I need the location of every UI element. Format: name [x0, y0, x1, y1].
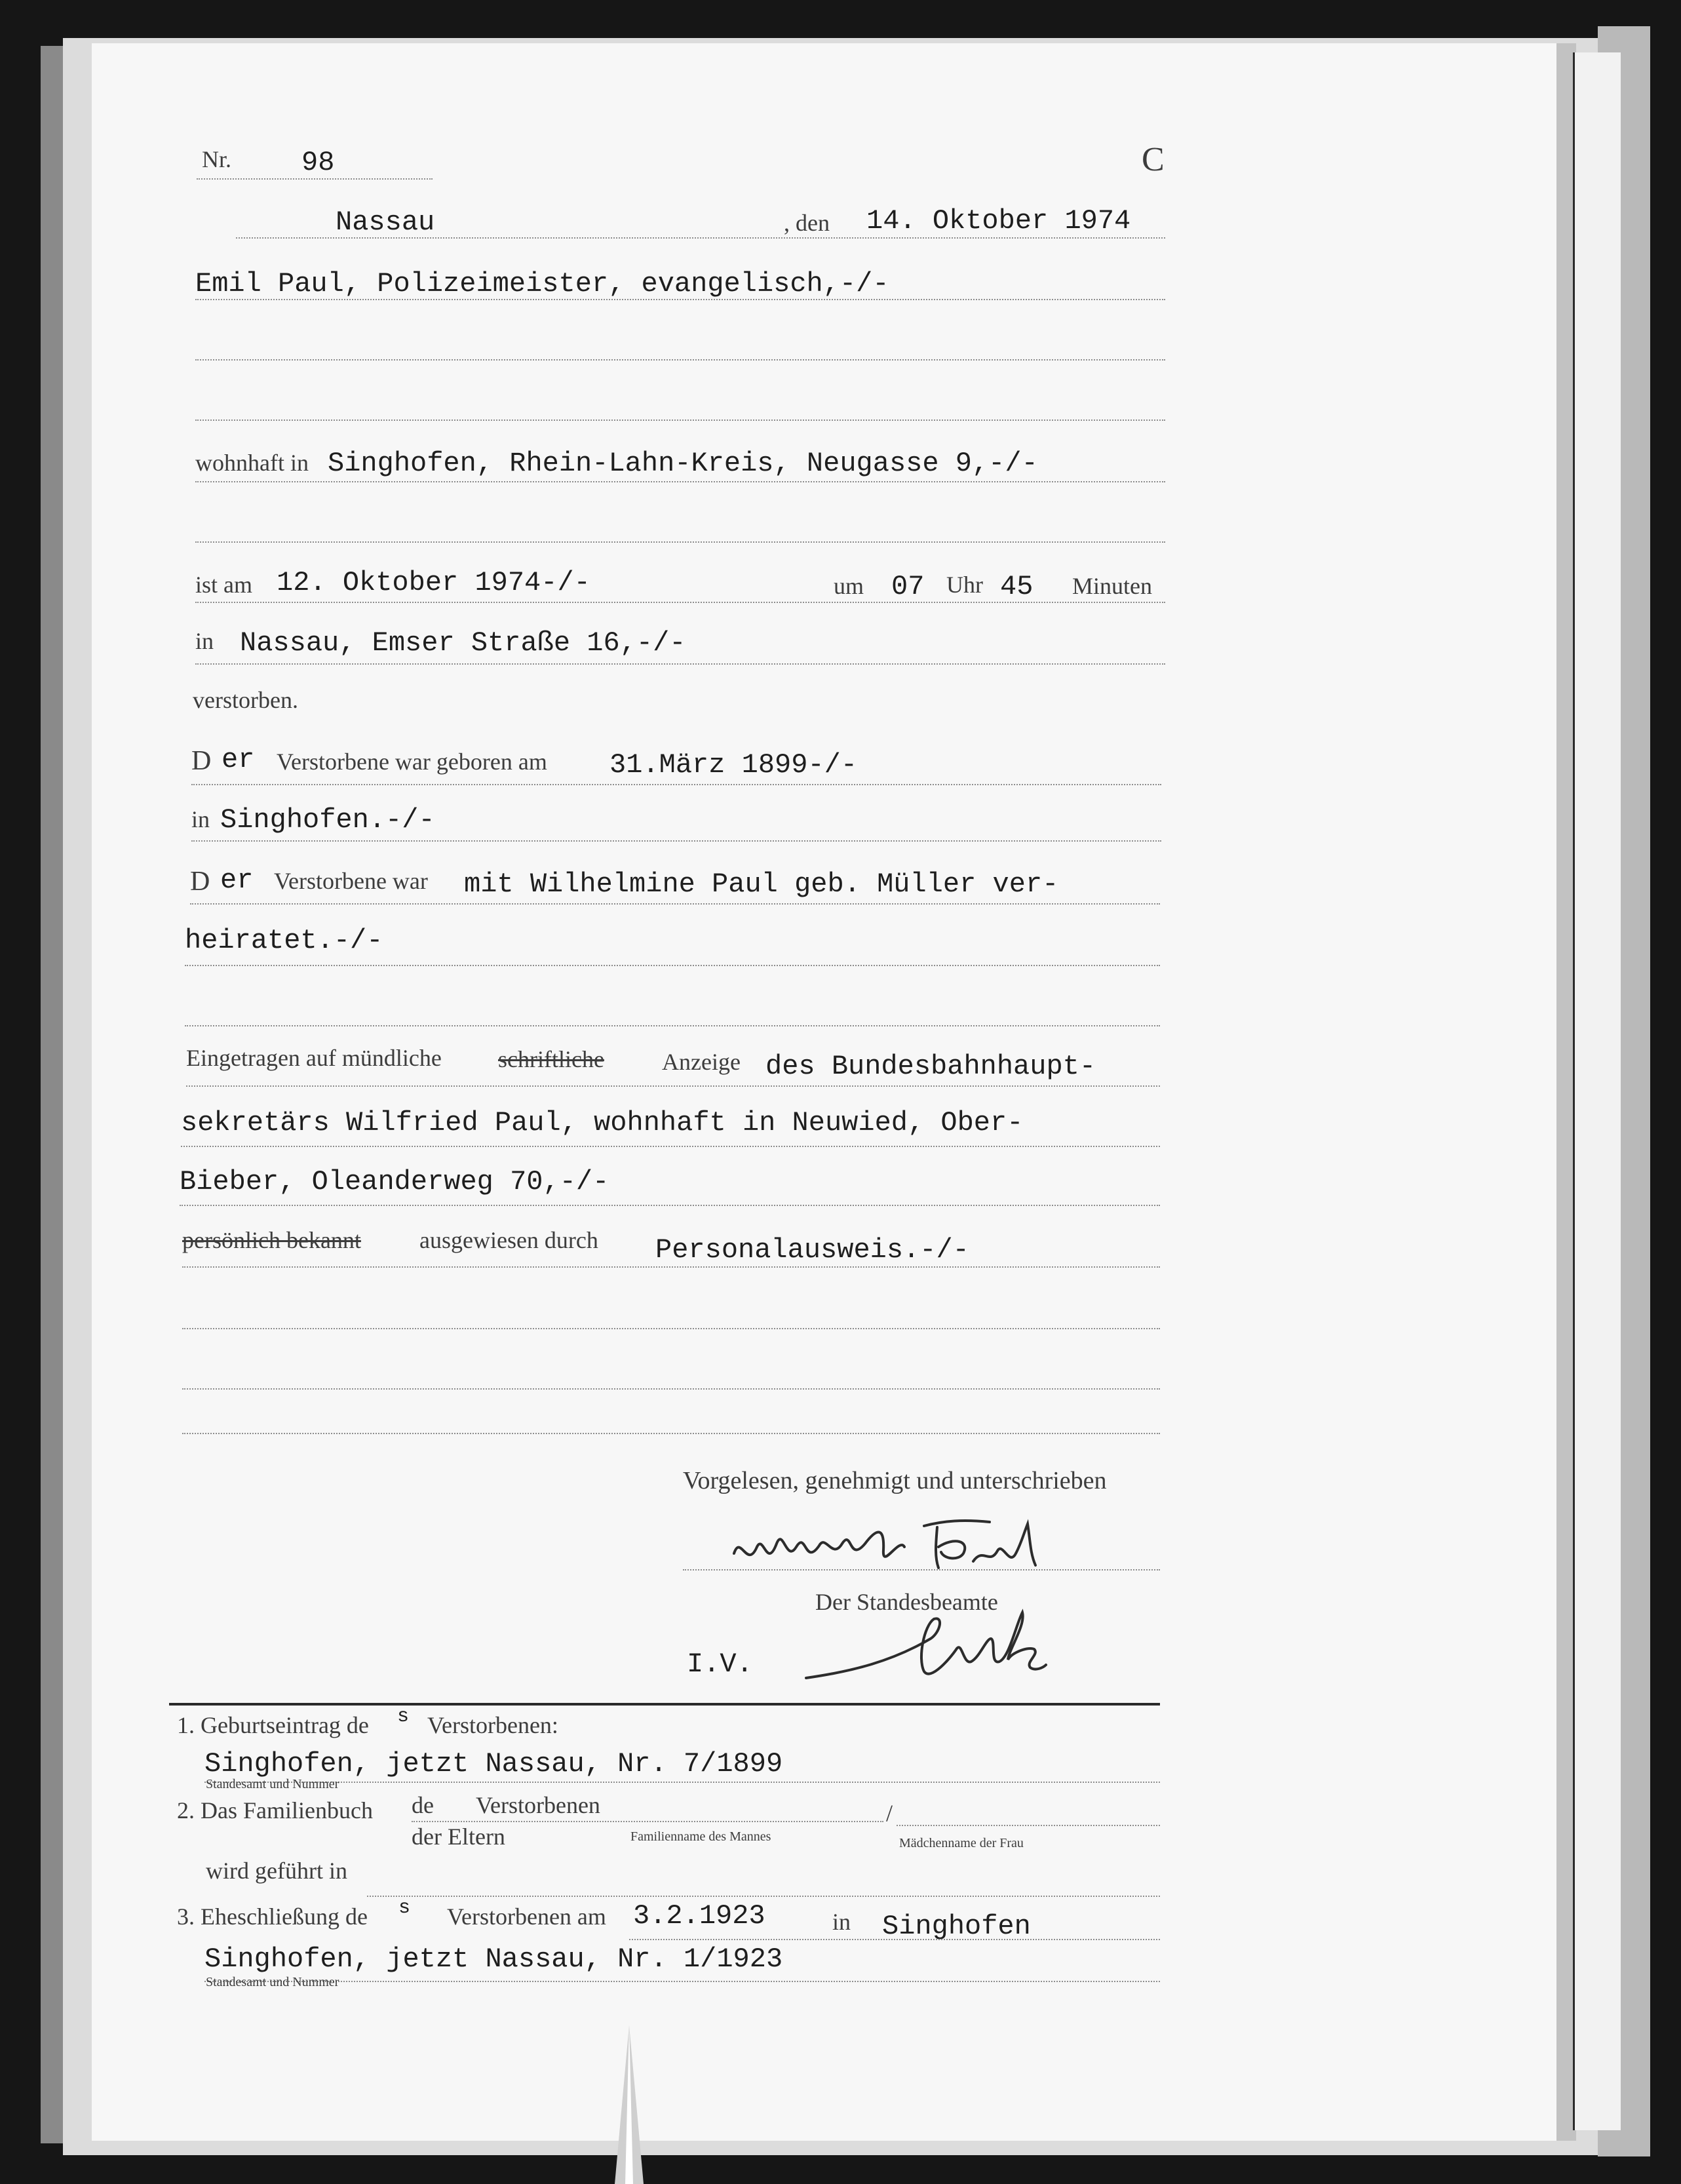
death-minutes: 45 [1000, 571, 1034, 602]
registration-value-1: des Bundesbahnhaupt- [765, 1051, 1096, 1082]
marriage-rule-3 [185, 1025, 1160, 1026]
svg-text:Link: Link [800, 1599, 801, 1600]
date-value: 14. Oktober 1974 [866, 205, 1131, 237]
death-place-label: in [195, 628, 214, 654]
time-minuten-label: Minuten [1072, 573, 1152, 599]
item3-date: 3.2.1923 [633, 1900, 765, 1932]
item2-rule-2 [897, 1825, 1160, 1826]
death-date-rule [195, 602, 1165, 603]
marriage-value-1: mit Wilhelmine Paul geb. Müller ver- [464, 868, 1059, 900]
death-date-value: 12. Oktober 1974-/- [277, 567, 590, 598]
date-label: , den [784, 210, 830, 236]
footer-divider [169, 1703, 1160, 1706]
registration-label-2: Anzeige [662, 1049, 741, 1075]
birth-place-label: in [191, 806, 210, 832]
place-value: Nassau [336, 206, 435, 238]
declarant-line2-rule [195, 359, 1165, 361]
nr-label: Nr. [202, 146, 231, 172]
wird-gefuehrt-rule [367, 1896, 1160, 1897]
item1-rule [204, 1782, 1160, 1783]
birth-place-value: Singhofen.-/- [220, 804, 435, 836]
birth-date-rule [191, 784, 1161, 785]
item1-label-2: Verstorbenen: [427, 1712, 558, 1738]
birth-prefix-d: D [191, 746, 212, 776]
id-value: Personalausweis.-/- [655, 1234, 969, 1266]
marriage-rule-2 [185, 965, 1160, 966]
death-hour: 07 [891, 571, 925, 602]
familienname-label: Familienname des Mannes [630, 1829, 771, 1844]
item2-label: 2. Das Familienbuch [177, 1797, 373, 1823]
item3-label-2: Verstorbenen am [447, 1903, 606, 1930]
struck-persoenlich-bekannt: persönlich bekannt [182, 1227, 361, 1253]
residence-label: wohnhaft in [195, 450, 309, 476]
vorgelesen-label: Vorgelesen, genehmigt und unterschrieben [683, 1467, 1107, 1494]
birth-place-rule [191, 840, 1161, 842]
item1-label: 1. Geburtseintrag de [177, 1712, 369, 1738]
item3-place: Singhofen [882, 1911, 1031, 1942]
item1-suffix: s [397, 1706, 410, 1728]
standesbeamte-label: Der Standesbeamte [815, 1589, 998, 1615]
verstorben-label: verstorben. [193, 687, 298, 713]
residence-rule [195, 481, 1165, 482]
time-uhr-label: Uhr [946, 572, 983, 598]
item1-value: Singhofen, jetzt Nassau, Nr. 7/1899 [204, 1748, 783, 1780]
standesamt-nummer-label-1: Standesamt und Nummer [206, 1777, 339, 1791]
registration-label-1: Eingetragen auf mündliche [186, 1045, 442, 1071]
registration-rule-2 [181, 1146, 1160, 1147]
registration-struck-schriftliche: schriftliche [498, 1046, 604, 1072]
item2-rule-1 [412, 1821, 883, 1822]
register-letter: C [1142, 141, 1165, 178]
registration-rule-1 [186, 1085, 1160, 1087]
declarant-line1: Emil Paul, Polizeimeister, evangelisch,-/- [195, 268, 889, 300]
residence-rule-2 [195, 541, 1165, 543]
standesamt-nummer-label-2: Standesamt und Nummer [206, 1975, 339, 1989]
item3-rule-2 [204, 1981, 1160, 1982]
residence-value: Singhofen, Rhein-Lahn-Kreis, Neugasse 9,-/- [328, 448, 1038, 479]
pen-tip [609, 2025, 649, 2184]
declarant-line3-rule [195, 419, 1165, 421]
birth-date-value: 31.März 1899-/- [609, 749, 858, 781]
marriage-value-2: heiratet.-/- [185, 925, 383, 956]
blank-rule-3 [182, 1433, 1160, 1434]
birth-prefix-er: er [222, 744, 255, 775]
iv-label: I.V. [687, 1648, 753, 1680]
item2-de: de [412, 1792, 434, 1818]
time-um-label: um [834, 573, 864, 599]
item2-eltern: der Eltern [412, 1823, 505, 1850]
item3-label: 3. Eheschließung de [177, 1903, 368, 1930]
id-label: ausgewiesen durch [419, 1227, 598, 1253]
item3-rule-1 [629, 1939, 1160, 1940]
nr-line [197, 178, 433, 180]
item2-slash: / [886, 1800, 893, 1826]
maedchenname-label: Mädchenname der Frau [899, 1836, 1024, 1850]
item2-value: Verstorbenen [476, 1792, 600, 1818]
signature-link [800, 1599, 1049, 1691]
registration-rule-3 [180, 1205, 1160, 1206]
item3-in-label: in [832, 1909, 851, 1935]
marriage-rule-1 [190, 903, 1160, 905]
item3-suffix: s [398, 1897, 411, 1919]
signature-wilfried-paul [727, 1508, 1042, 1580]
blank-rule-2 [182, 1388, 1160, 1390]
item3-value: Singhofen, jetzt Nassau, Nr. 1/1923 [204, 1943, 783, 1975]
marriage-prefix-d: D [190, 867, 210, 897]
death-place-rule [195, 663, 1165, 665]
registration-value-2: sekretärs Wilfried Paul, wohnhaft in Neuwied, Ober- [181, 1107, 1024, 1139]
blank-rule-1 [182, 1328, 1160, 1329]
death-place-value: Nassau, Emser Straße 16,-/- [240, 627, 686, 659]
id-rule [182, 1266, 1160, 1268]
nr-value: 98 [301, 147, 335, 178]
declarant-line1-rule [195, 299, 1165, 300]
birth-label: Verstorbene war geboren am [277, 749, 547, 775]
death-date-label: ist am [195, 572, 252, 598]
wird-gefuehrt-label: wird geführt in [206, 1858, 347, 1884]
registration-value-3: Bieber, Oleanderweg 70,-/- [180, 1166, 609, 1198]
place-date-line [236, 237, 1165, 239]
marriage-prefix-er: er [220, 865, 254, 896]
marriage-label: Verstorbene war [274, 868, 428, 894]
